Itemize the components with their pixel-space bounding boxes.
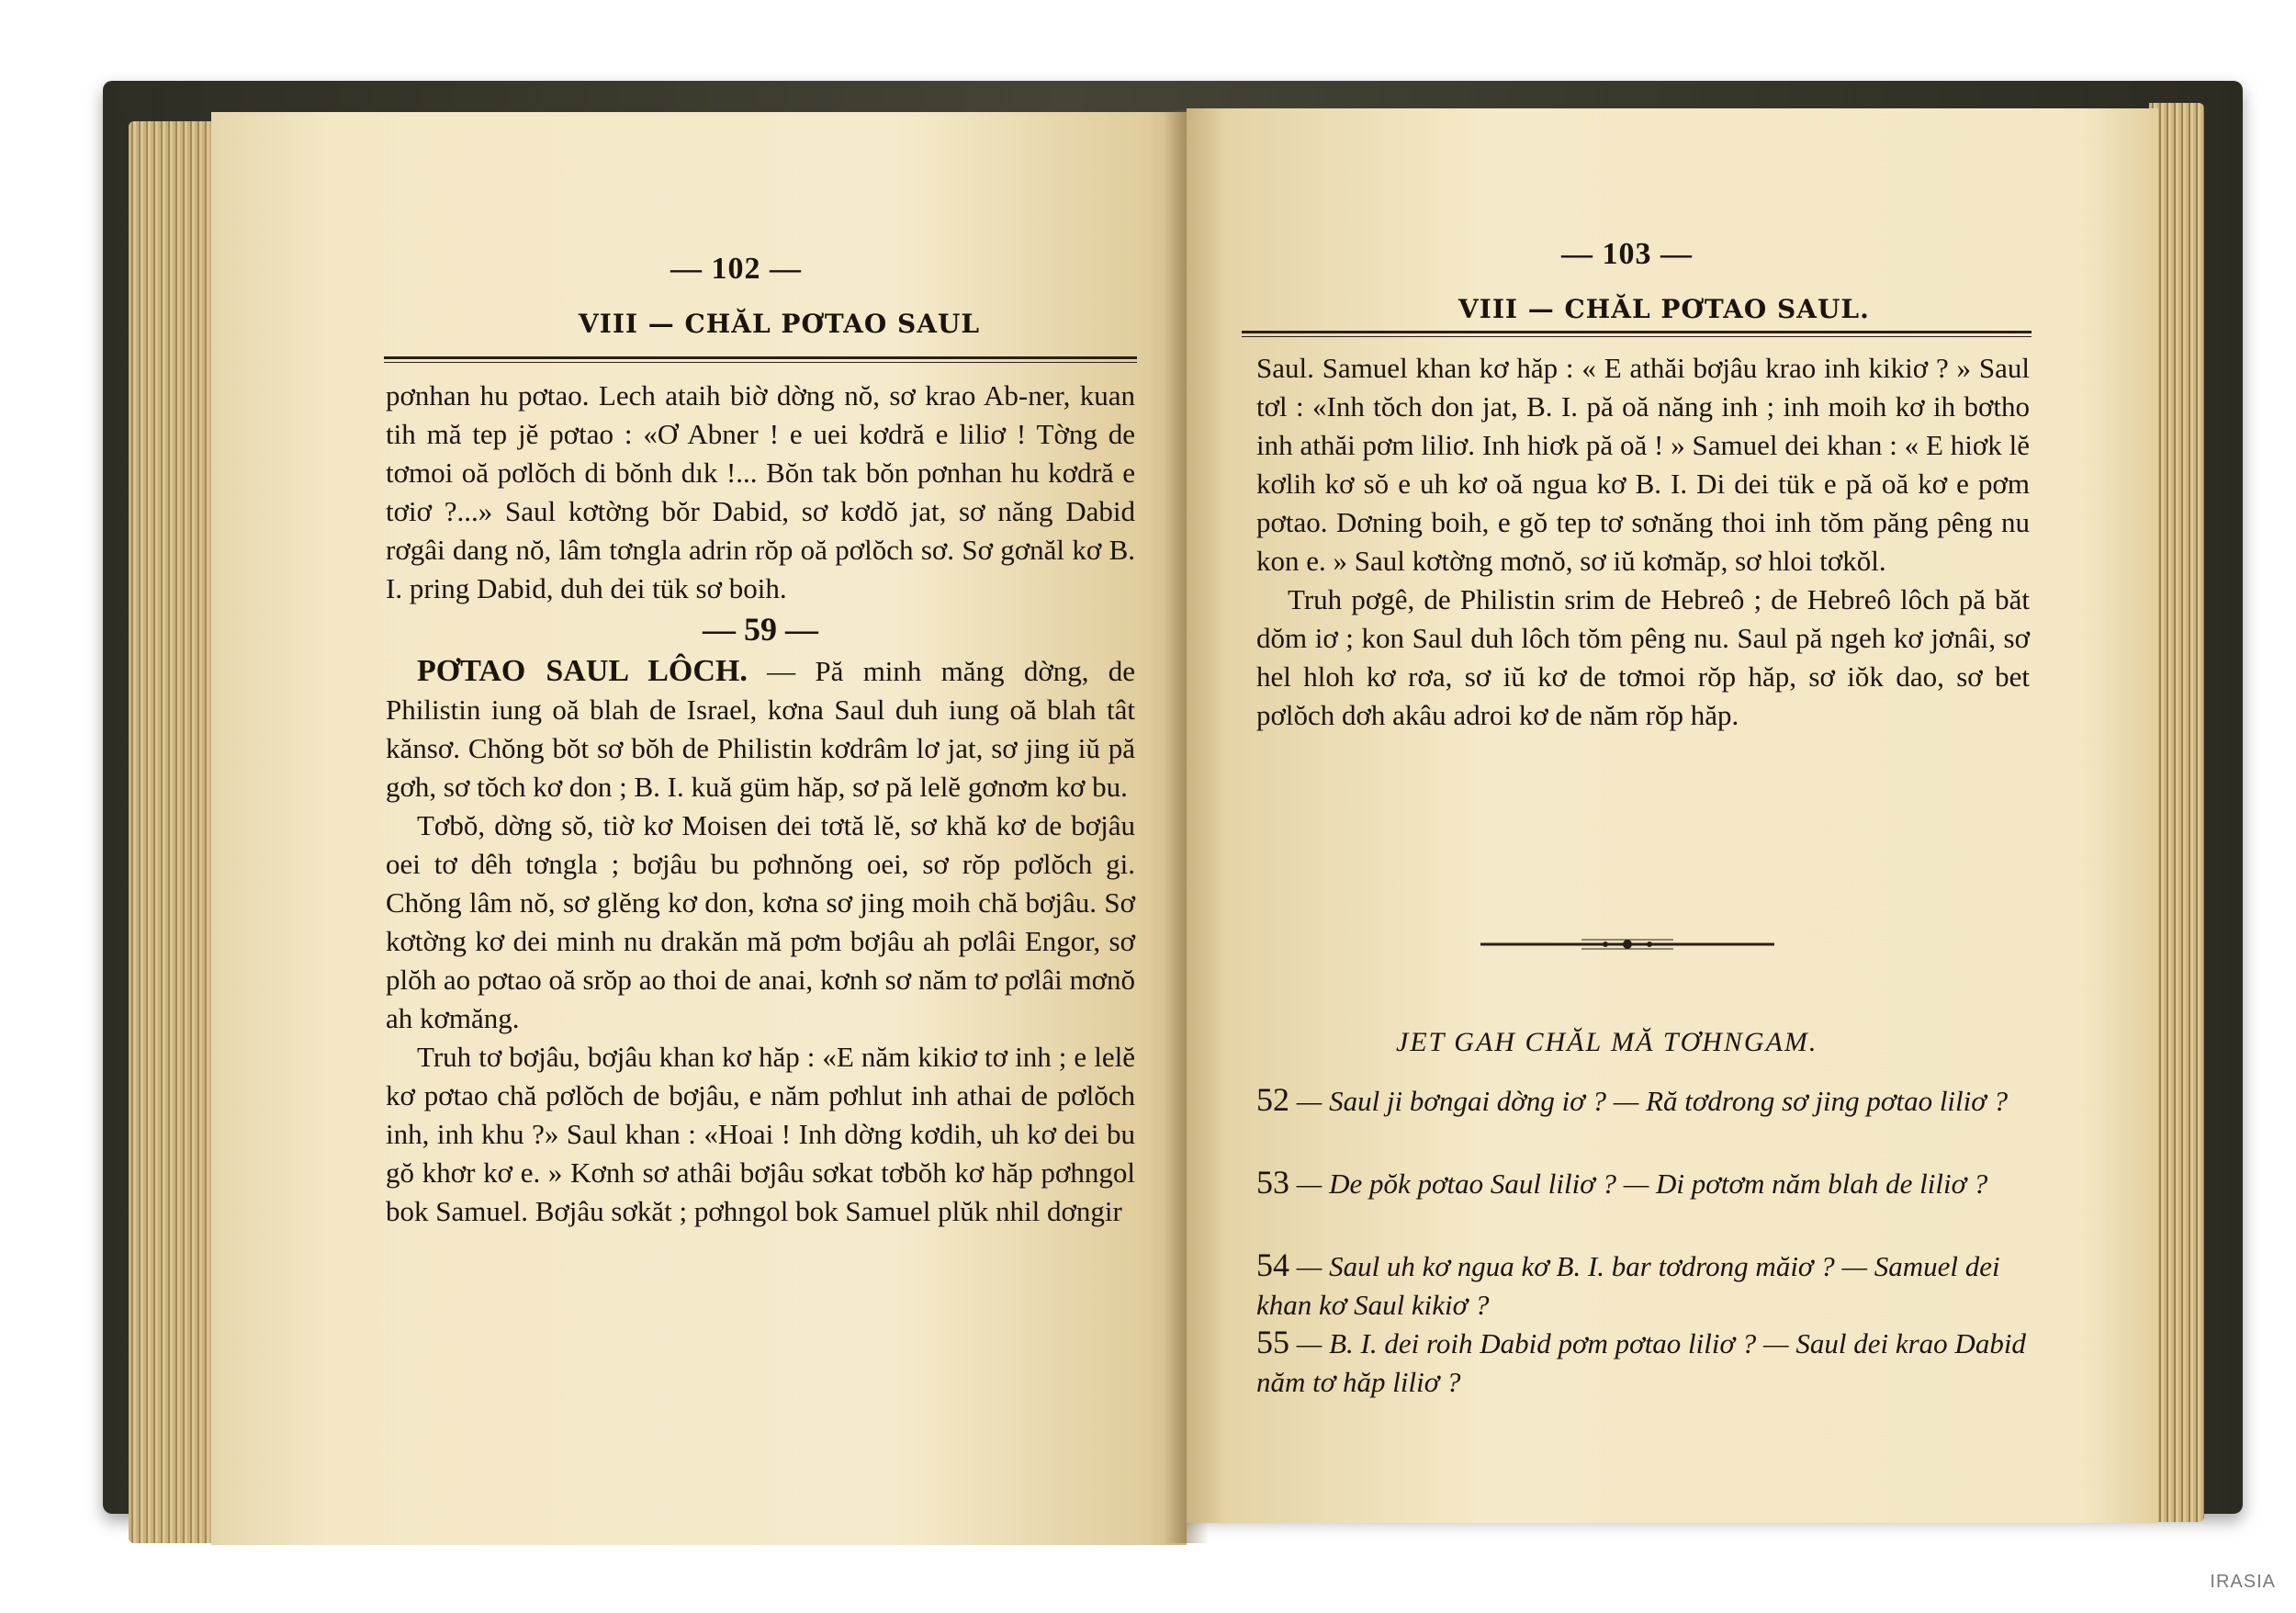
question-text: — Saul ji bơngai dờng iơ ? — Ră tơdrong sơ jing pơtao liliơ ? (1296, 1085, 2009, 1117)
question-number: 52 (1256, 1081, 1289, 1118)
left-page-body (386, 377, 1135, 1231)
left-paragraph-2: — Pă minh măng dờng, de Philistin iung oă blah de Israel, kơna Saul duh iung oă blah tât kănsơ. Chŏng bŏt sơ bŏh de Philistin kơdrâm lơ jat, sơ jing iŭ pă gơh, sơ tŏch kơ don ; B. I. kuă güm hăp, sơ pă lelĕ gơnơm kơ bu. (386, 655, 1136, 803)
left-page-number: — 102 — (670, 252, 802, 286)
right-paragraph-1: Saul. Samuel khan kơ hăp : « E athăi bơjâu krao inh kikiơ ? » Saul tơl : «Inh tŏch don jat, B. I. pă oă năng inh ; inh moih kơ ih bơtho inh athăi pơm liliơ. Inh hiơk pă oă ! » Samuel dei khan : « E hiơk lĕ kơlih kơ sŏ e uh kơ oă ngua kơ B. I. Di dei tük e pă oă kơ e pơm pơtao. Dơning boih, e gŏ tep tơ sơnăng thoi inh tŏm păng pêng nu kon e. » Saul kơtờng mơnŏ, sơ iŭ kơmăp, sơ hloi tơkŏl. (1256, 352, 2030, 577)
right-running-head: VIII — CHĂL PƠTAO SAUL. (1458, 294, 1870, 324)
right-header-rule-thin (1242, 336, 2032, 337)
right-header-rule (1242, 331, 2032, 333)
question-text: — De pŏk pơtao Saul liliơ ? — Di pơtơm năm blah de liliơ ? (1296, 1167, 1988, 1200)
right-page-body (1256, 349, 2030, 735)
qa-title: JET GAH CHĂL MĂ TƠHNGAM. (1396, 1027, 1818, 1057)
question-54 (1256, 1246, 2028, 1325)
left-paragraph-1: pơnhan hu pơtao. Lech ataih biờ dờng nŏ, sơ krao Ab-ner, kuan tih mă tep jĕ pơtao : «Ơ Abner ! e uei kơdră e liliơ ! Tờng de tơmoi oă pơlŏch di bŏnh dık !... Bŏn tak bŏn pơnhan hu kơdră e tơiơ ?...» Saul kơtờng bŏr Dabid, sơ kơdŏ jat, sơ năng Dabid rơgâi dang nŏ, lâm tơngla adrin rŏp oă pơlŏch sơ. Sơ gơnăl kơ B. I. pring Dabid, duh dei tük sơ boih. (386, 379, 1135, 604)
ornament-divider (1480, 933, 1774, 955)
right-paragraph-2: Truh pơgê, de Philistin srim de Hebreô ; de Hebreô lôch pă băt dŏm iơ ; kon Saul duh lôch tŏm pêng nu. Saul pă ngeh kơ jơnâi, sơ hel hloh kơ rơa, sơ iŭ kơ de tơmoi rŏp hăp, sơ iŏk dao, sơ bet pơlŏch dơh akâu adroi kơ de năm rŏp hăp. (1256, 583, 2030, 731)
left-running-head: VIII — CHĂL PƠTAO SAUL (579, 309, 981, 339)
section-heading: PƠTAO SAUL LÔCH. (417, 654, 748, 688)
question-text: — B. I. dei roih Dabid pơm pơtao liliơ ? — Saul dei krao Dabid năm tơ hăp liliơ ? (1256, 1327, 2026, 1398)
question-number: 55 (1256, 1324, 1289, 1360)
watermark: IRASIA (2210, 1572, 2276, 1592)
question-52 (1256, 1080, 2028, 1121)
left-header-rule (384, 356, 1137, 359)
question-55 (1256, 1323, 2028, 1402)
left-paragraph-4: Truh tơ bơjâu, bơjâu khan kơ hăp : «E năm kikiơ tơ inh ; e lelĕ kơ pơtao chă pơlŏch de bơjâu, e năm pơhlut inh athai de pơlŏch inh, inh khu ?» Saul khan : «Hoai ! Inh dờng kơdih, uh kơ dei bu gŏ khơr kơ e. » Kơnh sơ athâi bơjâu sơkat tơbŏh kơ hăp pơhngol bok Samuel. Bơjâu sơkăt ; pơhngol bok Samuel plŭk nhil dơngir (386, 1041, 1135, 1227)
question-53 (1256, 1163, 2028, 1203)
section-number: — 59 — (703, 611, 818, 648)
question-number: 53 (1256, 1164, 1289, 1201)
left-paragraph-3: Tơbŏ, dờng sŏ, tiờ kơ Moisen dei tơtă lĕ, sơ khă kơ de bơjâu oei tơ dêh tơngla ; bơjâu bu pơhnŏng oei, sơ rŏp pơlŏch gi. Chŏng lâm nŏ, sơ glĕng kơ don, kơna sơ jing moih chă bơjâu. Sơ kơtờng kơ dei minh nu drakăn mă pơm bơjâu ah pơlâi Engor, sơ plŏh ao pơtao oă srŏp ao thoi de anai, kơnh sơ năm tơ pơlâi mơnŏ ah kơmăng. (386, 809, 1135, 1034)
left-header-rule-thin (384, 362, 1137, 363)
question-number: 54 (1256, 1246, 1289, 1283)
right-page (1187, 108, 2158, 1523)
right-page-number: — 103 — (1561, 237, 1693, 271)
left-page (211, 112, 1187, 1545)
question-text: — Saul uh kơ ngua kơ B. I. bar tơdrong măiơ ? — Samuel dei khan kơ Saul kikiơ ? (1256, 1250, 2000, 1321)
